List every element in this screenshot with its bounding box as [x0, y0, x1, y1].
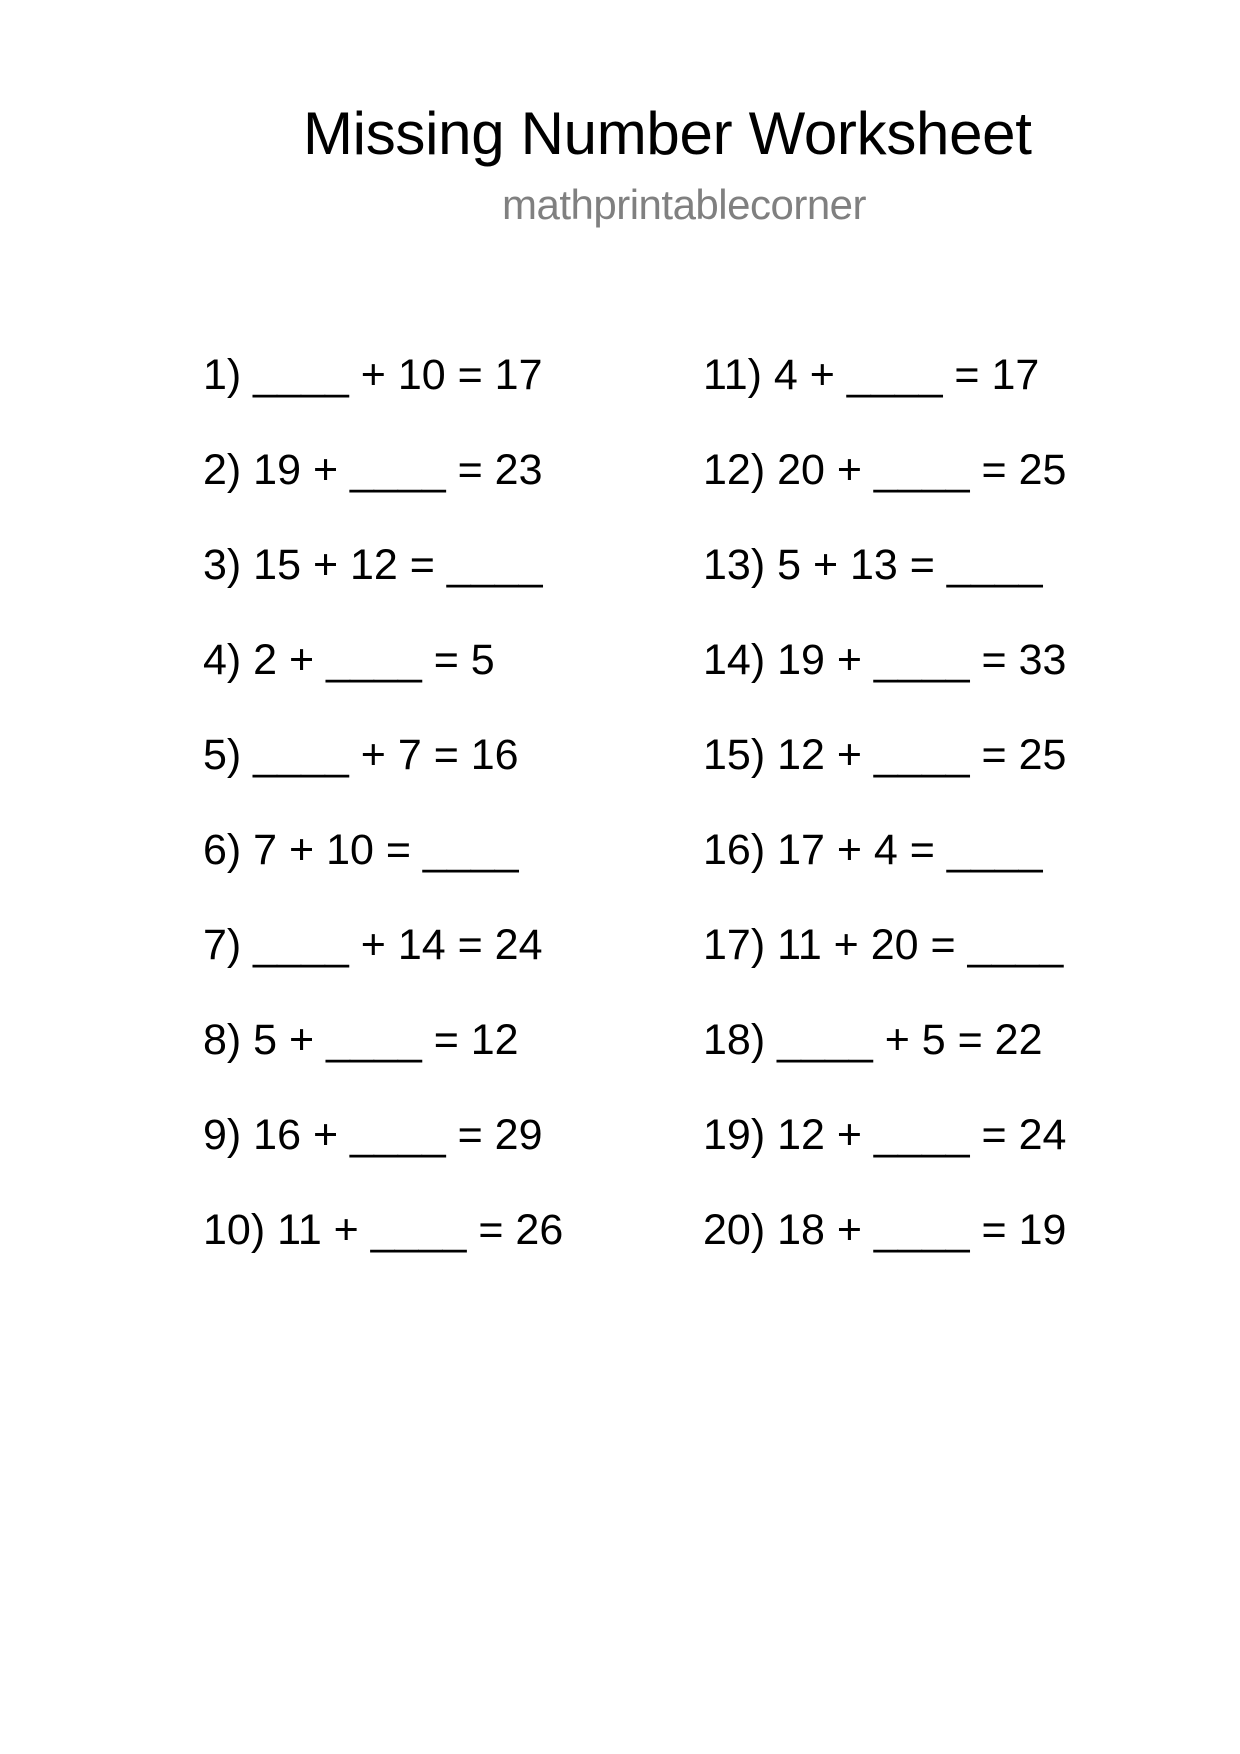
- problem-8: 8) 5 + ____ = 12: [203, 1016, 519, 1064]
- problem-11: 11) 4 + ____ = 17: [703, 351, 1040, 399]
- problem-13: 13) 5 + 13 = ____: [703, 541, 1043, 589]
- problem-17: 17) 11 + 20 = ____: [703, 921, 1064, 969]
- worksheet-title: Missing Number Worksheet: [303, 100, 1032, 167]
- problem-20: 20) 18 + ____ = 19: [703, 1206, 1067, 1254]
- problem-9: 9) 16 + ____ = 29: [203, 1111, 543, 1159]
- problem-column-left: [203, 351, 564, 1304]
- problem-18: 18) ____ + 5 = 22: [703, 1016, 1043, 1064]
- problem-2: 2) 19 + ____ = 23: [203, 446, 543, 494]
- problem-14: 14) 19 + ____ = 33: [703, 636, 1067, 684]
- problem-10: 10) 11 + ____ = 26: [203, 1206, 564, 1254]
- problem-column-right: [703, 351, 1067, 1304]
- problem-3: 3) 15 + 12 = ____: [203, 541, 543, 589]
- problem-16: 16) 17 + 4 = ____: [703, 826, 1043, 874]
- problem-12: 12) 20 + ____ = 25: [703, 446, 1067, 494]
- problem-19: 19) 12 + ____ = 24: [703, 1111, 1067, 1159]
- problem-4: 4) 2 + ____ = 5: [203, 636, 495, 684]
- problem-7: 7) ____ + 14 = 24: [203, 921, 543, 969]
- problem-5: 5) ____ + 7 = 16: [203, 731, 519, 779]
- problem-6: 6) 7 + 10 = ____: [203, 826, 519, 874]
- worksheet-source-label: mathprintablecorner: [502, 181, 867, 228]
- problem-15: 15) 12 + ____ = 25: [703, 731, 1067, 779]
- problem-1: 1) ____ + 10 = 17: [203, 351, 543, 399]
